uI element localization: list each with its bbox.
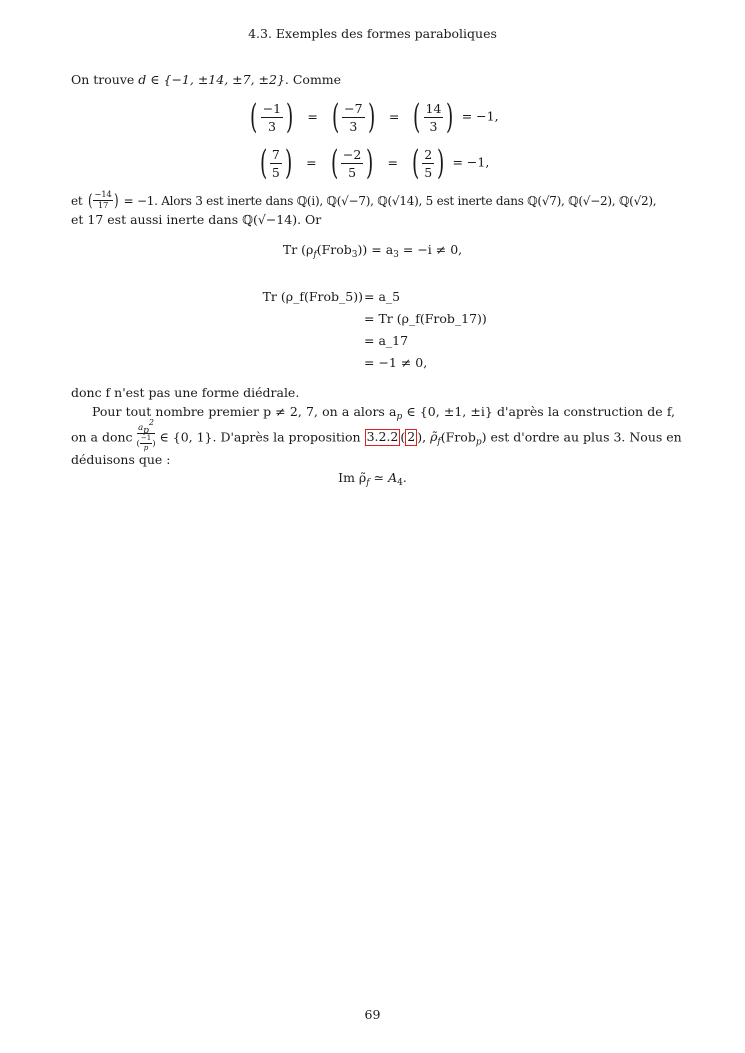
trace-equation: Tr $(\rho_f(Frob_3)) = a_3 = -i \ne 0$, [282,242,463,260]
text-on-trouve: On trouve [71,72,135,87]
text-comme: . Comme [284,72,342,87]
paragraph-line-pour-tout: Pour tout nombre premier p ≠ 2, 7, on a alors $a_p$ ∈ {0, ±1, ±i} d'après la construction de f, [92,404,675,422]
paragraph-line-donc: donc f n'est pas une forme diédrale. [71,385,300,400]
legendre-symbol: ( $\frac{2}{5}$ ) [412,143,445,183]
legendre-symbol: ( $\frac{7}{5}$ ) [259,143,293,183]
running-header: 4.3. Exemples des formes paraboliques [248,26,497,41]
legendre-symbol: ( $\frac{-2}{5}$ ) [330,143,374,183]
page-number: 69 [364,1007,381,1022]
paragraph-line-17: et 17 est aussi inerte dans ℚ(√−14). Or [71,212,322,227]
legendre-symbol: ( $\frac{-1}{3}$ ) [250,97,294,137]
legendre-symbol: ( $\frac{-7}{3}$ ) [331,97,375,137]
ratio-fraction: $a_p^2$ ( $\frac{-1}{p}$ ) [136,418,156,453]
text-alors: = −1. Alors 3 est inerte dans ℚ(i), ℚ(√−7), ℚ(√14), 5 est inerte dans ℚ(√7), ℚ(√−2), ℚ(√2), [123,193,657,208]
paragraph-line-alors [71,191,656,212]
legendre-display-row-2: ( $\frac{7}{5}$ ) = ( $\frac{-2}{5}$ ) = ( $\frac{2}{5}$ ) = −1, [0,146,745,180]
image-isomorphism-equation: Im $\rhõ_f$ ≃ $A_4$. [338,470,407,488]
paragraph-line-1 [71,72,341,87]
legendre-display-row-1: ( $\frac{-1}{3}$ ) = ( $\frac{-7}{3}$ ) = ( $\frac{14}{3}$ ) = −1, [0,100,745,134]
small-legendre-symbol: ( $\frac{-14}{17}$ ) [87,190,119,212]
math-d-set: d ∈ {−1, ±14, ±7, ±2} [138,72,285,87]
reference-link-proposition[interactable]: 3.2.2 [366,429,399,445]
paragraph-line-deduisons: déduisons que : [71,452,171,467]
text-et: et [71,193,83,208]
legendre-rhs: = −1, [452,154,490,170]
reference-link-item[interactable]: 2 [407,429,416,445]
legendre-rhs: = −1, [461,108,499,124]
paragraph-line-on-a-donc: on a donc $a_p^2$ ( $\frac{-1}{p}$ ) ∈ {0, 1}. D'après la proposition 3.2.2 ( 2 ), $\rhõ_f(Frob_p)$ est d'ordre au plus 3. Nous en [71,418,682,453]
legendre-symbol: ( $\frac{14}{3}$ ) [413,97,454,137]
